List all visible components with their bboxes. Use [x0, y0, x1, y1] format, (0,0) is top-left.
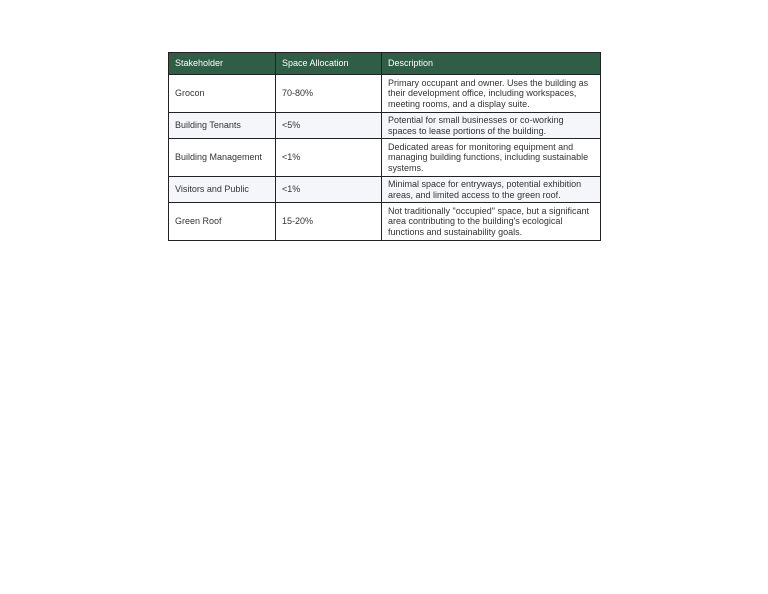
table-row — [169, 203, 601, 241]
table-row — [169, 177, 601, 203]
table-row — [169, 139, 601, 177]
cell-stakeholder: Grocon — [169, 75, 276, 113]
cell-description: Potential for small businesses or co-working spaces to lease portions of the building. — [382, 113, 601, 139]
stakeholder-space-table — [168, 52, 601, 241]
header-stakeholder: Stakeholder — [169, 53, 276, 75]
cell-allocation: 70-80% — [276, 75, 382, 113]
table-row — [169, 113, 601, 139]
cell-description: Primary occupant and owner. Uses the building as their development office, including workspaces, meeting rooms, and a display suite. — [382, 75, 601, 113]
cell-description: Dedicated areas for monitoring equipment and managing building functions, including sustainable systems. — [382, 139, 601, 177]
header-description: Description — [382, 53, 601, 75]
header-row — [169, 53, 601, 75]
header-space-allocation: Space Allocation — [276, 53, 382, 75]
cell-stakeholder: Green Roof — [169, 203, 276, 241]
cell-allocation: 15-20% — [276, 203, 382, 241]
cell-description: Minimal space for entryways, potential exhibition areas, and limited access to the green roof. — [382, 177, 601, 203]
cell-allocation: <5% — [276, 113, 382, 139]
cell-allocation: <1% — [276, 177, 382, 203]
cell-stakeholder: Visitors and Public — [169, 177, 276, 203]
cell-stakeholder: Building Management — [169, 139, 276, 177]
table-body — [169, 75, 601, 241]
cell-description: Not traditionally "occupied" space, but a significant area contributing to the building's ecological functions and sustainability goals. — [382, 203, 601, 241]
table-row — [169, 75, 601, 113]
stakeholder-table-container — [168, 52, 600, 241]
cell-stakeholder: Building Tenants — [169, 113, 276, 139]
cell-allocation: <1% — [276, 139, 382, 177]
table-header — [169, 53, 601, 75]
